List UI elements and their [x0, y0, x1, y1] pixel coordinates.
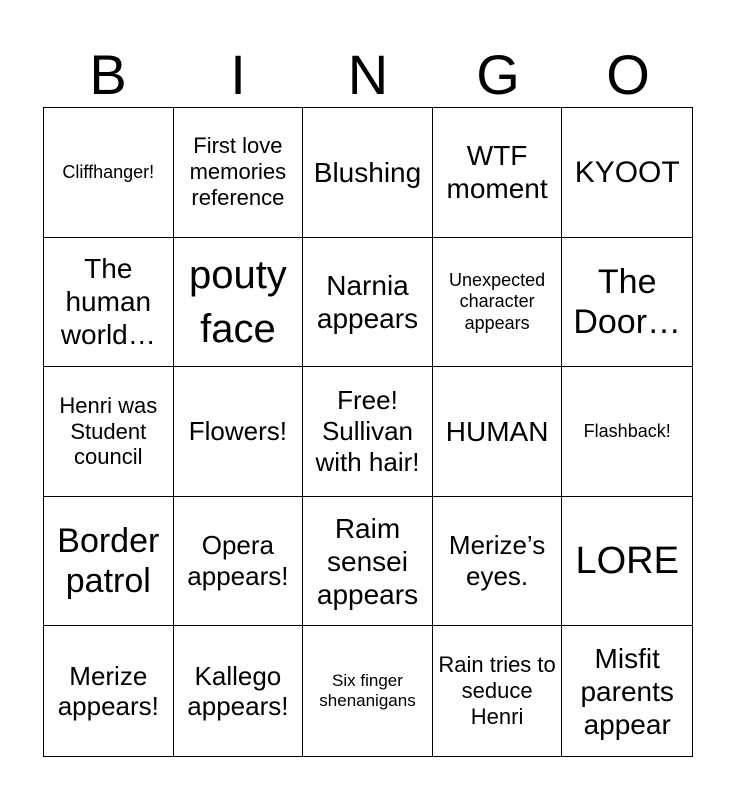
bingo-cell[interactable]: WTF moment [433, 108, 563, 238]
bingo-cell[interactable]: First love memories reference [174, 108, 304, 238]
bingo-cell[interactable]: KYOOT [562, 108, 692, 238]
bingo-cell[interactable]: Henri was Student council [44, 367, 174, 497]
bingo-cell[interactable]: HUMAN [433, 367, 563, 497]
bingo-cell[interactable]: Kallego appears! [174, 626, 304, 756]
header-letter-b: B [89, 43, 127, 106]
bingo-cell[interactable]: Rain tries to seduce Henri [433, 626, 563, 756]
header-letter-i: I [230, 43, 246, 106]
bingo-cell[interactable]: pouty face [174, 238, 304, 368]
bingo-cell[interactable]: The human world… [44, 238, 174, 368]
bingo-cell[interactable]: Merize appears! [44, 626, 174, 756]
bingo-cell[interactable]: Raim sensei appears [303, 497, 433, 627]
bingo-board [43, 107, 693, 757]
bingo-cell[interactable]: Flashback! [562, 367, 692, 497]
bingo-cell[interactable]: Cliffhanger! [44, 108, 174, 238]
bingo-cell[interactable]: Misfit parents appear [580, 642, 674, 740]
bingo-cell[interactable]: Flowers! [174, 367, 304, 497]
bingo-cell[interactable]: LORE [562, 497, 692, 627]
bingo-cell[interactable]: Free! Sullivan with hair! [303, 367, 433, 497]
bingo-cell[interactable]: Narnia appears [303, 238, 433, 368]
bingo-cell[interactable]: Opera appears! [174, 497, 304, 627]
bingo-header [43, 40, 693, 110]
bingo-cell[interactable]: Six finger shenanigans [303, 626, 433, 756]
bingo-cell[interactable]: The Door… [562, 238, 692, 368]
bingo-cell[interactable]: Merize’s eyes. [433, 497, 563, 627]
header-letter-o: O [606, 43, 650, 106]
bingo-cell[interactable]: Unexpected character appears [433, 238, 563, 368]
bingo-cell[interactable]: Blushing [303, 108, 433, 238]
header-letter-n: N [347, 43, 389, 106]
bingo-cell[interactable]: Border patrol [44, 497, 174, 627]
header-letter-g: G [476, 43, 520, 106]
